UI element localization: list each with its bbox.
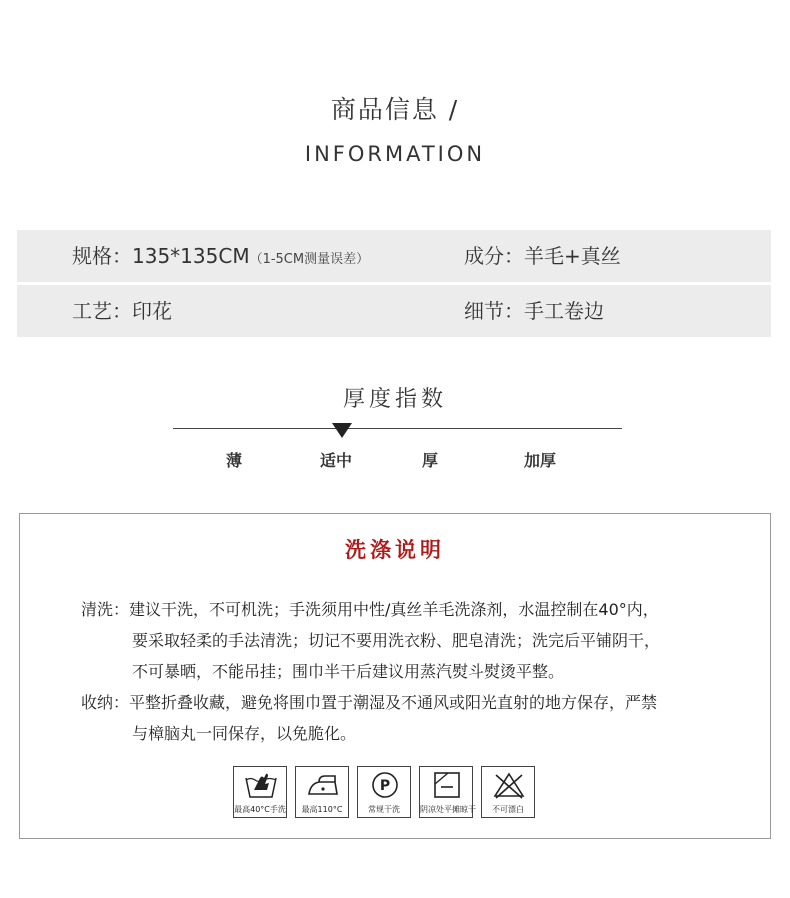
care-label: 最高110°C [301, 805, 343, 814]
care-label: 常规干洗 [368, 805, 400, 814]
hand-wash-icon [243, 770, 279, 800]
care-item [295, 766, 349, 818]
washing-line: 清洗：建议干洗，不可机洗；手洗须用中性/真丝羊毛洗涤剂，水温控制在40°内， [81, 600, 659, 619]
spec-detail: 细节：手工卷边 [464, 299, 604, 323]
page-title: 商品信息 / [330, 95, 460, 124]
thickness-level-thick: 厚 [422, 451, 439, 470]
page-subtitle: INFORMATION [304, 142, 486, 166]
thickness-level-extra-thick: 加厚 [524, 451, 557, 470]
dry-clean-icon [367, 770, 403, 800]
spec-size-value: 135*135CM [132, 244, 250, 268]
thickness-marker-icon [332, 423, 352, 438]
care-item [357, 766, 411, 818]
spec-size-note: （1-5CM测量误差） [249, 252, 370, 267]
storage-line: 收纳：平整折叠收藏，避免将围巾置于潮湿及不通风或阳光直射的地方保存，严禁 [81, 693, 658, 712]
svg-text:P: P [379, 778, 391, 794]
care-label: 最高40°C手洗 [234, 805, 286, 814]
thickness-level-medium: 适中 [320, 451, 353, 470]
thickness-scale-line [173, 428, 622, 429]
washing-line: 不可暴晒，不能吊挂；围巾半干后建议用蒸汽熨斗熨烫平整。 [132, 662, 565, 681]
flat-dry-shade-icon [429, 770, 465, 800]
storage-line: 与樟脑丸一同保存，以免脆化。 [132, 724, 357, 743]
washing-title: 洗涤说明 [345, 538, 445, 562]
no-bleach-icon [491, 770, 527, 800]
spec-row-1 [17, 230, 771, 282]
spec-material: 成分：羊毛+真丝 [464, 244, 621, 268]
care-item [419, 766, 476, 818]
care-label: 不可漂白 [492, 805, 524, 814]
thickness-title: 厚度指数 [342, 387, 447, 412]
care-item [233, 766, 287, 818]
care-label: 阴凉处平摊晾干 [420, 805, 476, 814]
spec-size-label: 规格： [72, 244, 132, 268]
spec-craft: 工艺：印花 [72, 299, 172, 323]
care-item [481, 766, 535, 818]
washing-line: 要采取轻柔的手法清洗；切记不要用洗衣粉、肥皂清洗；洗完后平铺阴干， [132, 631, 661, 650]
thickness-level-thin: 薄 [226, 451, 243, 470]
iron-icon [305, 770, 341, 800]
spec-size [72, 230, 369, 282]
washing-instructions-box [19, 513, 771, 839]
spec-row-2 [17, 285, 771, 337]
